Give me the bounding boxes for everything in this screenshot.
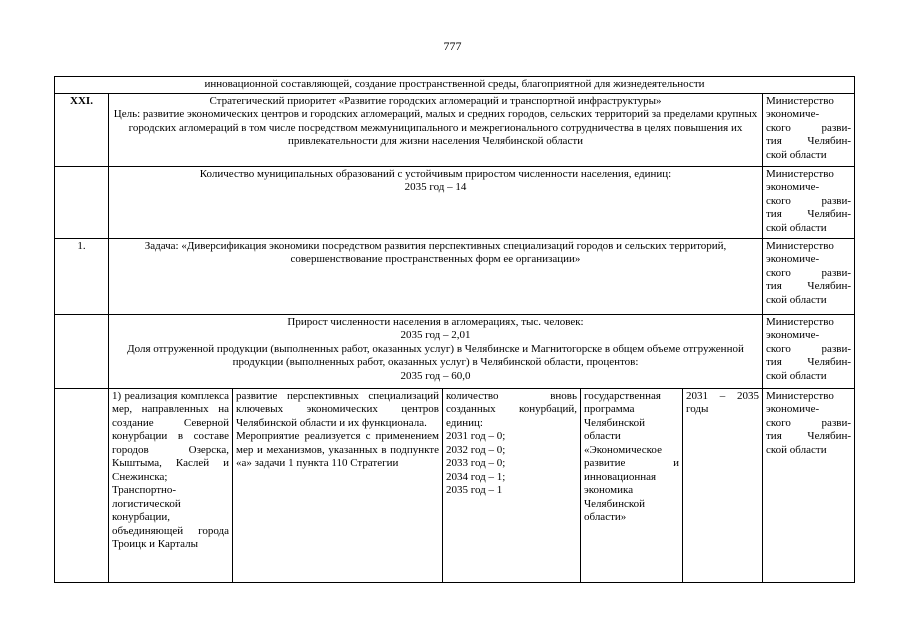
empty-cell [55, 314, 109, 388]
measure-program: государственная программа Челябинской области «Экономическое развитие и инновационная экономика Челябинской области» [581, 388, 683, 582]
continuation-row [55, 77, 855, 94]
continuation-text: инновационной составляющей, создание пространственной среды, благоприятной для жизнедеятельности [55, 77, 855, 94]
ministry-cell: Министерство экономиче- ского разви- тия Челябин- ской области [763, 238, 855, 314]
task-indicators-row [55, 314, 855, 388]
ministry-cell: Министерство экономиче- ского разви- тия Челябин- ской области [763, 314, 855, 388]
task-indicators: Прирост численности населения в агломерациях, тыс. человек: 2035 год – 2,01 Доля отгруженной продукции (выполненных работ, оказанных услуг) в Челябинске и Магнитогорске в общем объеме отгруженной продукции (выполненных работ, оказанных услуг) в Челябинской области, процентов: 2035 год – 60,0 [109, 314, 763, 388]
task-text: Задача: «Диверсификация экономики посредством развития перспективных специализаций городов и сельских территорий, совершенствование пространственных форм ее организации» [109, 238, 763, 314]
empty-cell [55, 388, 109, 582]
measure-description: 1) реализация комплекса мер, направленных на создание Северной конурбации в составе городов Озерска, Кыштыма, Каслей и Снежинска; Транспортно-логистической конурбации, объединяющей города Троицк и Карталы [109, 388, 233, 582]
task-number: 1. [55, 238, 109, 314]
section-number: XXI. [55, 93, 109, 166]
section-indicator-row [55, 166, 855, 238]
strategic-priority: Стратегический приоритет «Развитие городских агломераций и транспортной инфраструктуры» [209, 94, 662, 107]
measure-indicator: количество вновь созданных конурбаций, единиц: 2031 год – 0; 2032 год – 0; 2033 год – 0; 2034 год – 1; 2035 год – 1 [443, 388, 581, 582]
page-number: 777 [443, 39, 462, 53]
ministry-cell: Министерство экономиче- ского разви- тия Челябин- ской области [763, 166, 855, 238]
measure-content: развитие перспективных специализаций ключевых экономических центров Челябинской области и их функционала. Мероприятие реализуется с применением мер и механизмов, указанных в подпункте «а» задачи 1 пункта 110 Стратегии [233, 388, 443, 582]
measure-row [55, 388, 855, 582]
strategy-table [54, 76, 855, 583]
section-indicator: Количество муниципальных образований с устойчивым приростом численности населения, единиц: 2035 год – 14 [109, 166, 763, 238]
ministry-cell: Министерство экономиче- ского разви- тия Челябин- ской области [763, 93, 855, 166]
empty-cell [55, 166, 109, 238]
section-row [55, 93, 855, 166]
ministry-cell: Министерство экономиче- ского разви- тия Челябин- ской области [763, 388, 855, 582]
section-goal: Цель: развитие экономических центров и городских агломераций, малых и средних городов, сельских территорий за пределами крупных городских агломераций в том числе посредством межмуниципального и межрегионального сотрудничества в целях повышения их привлекательности для жизни населения Челябинской области [113, 108, 758, 147]
task-row [55, 238, 855, 314]
section-content [109, 93, 763, 166]
measure-period: 2031 – 2035 годы [683, 388, 763, 582]
